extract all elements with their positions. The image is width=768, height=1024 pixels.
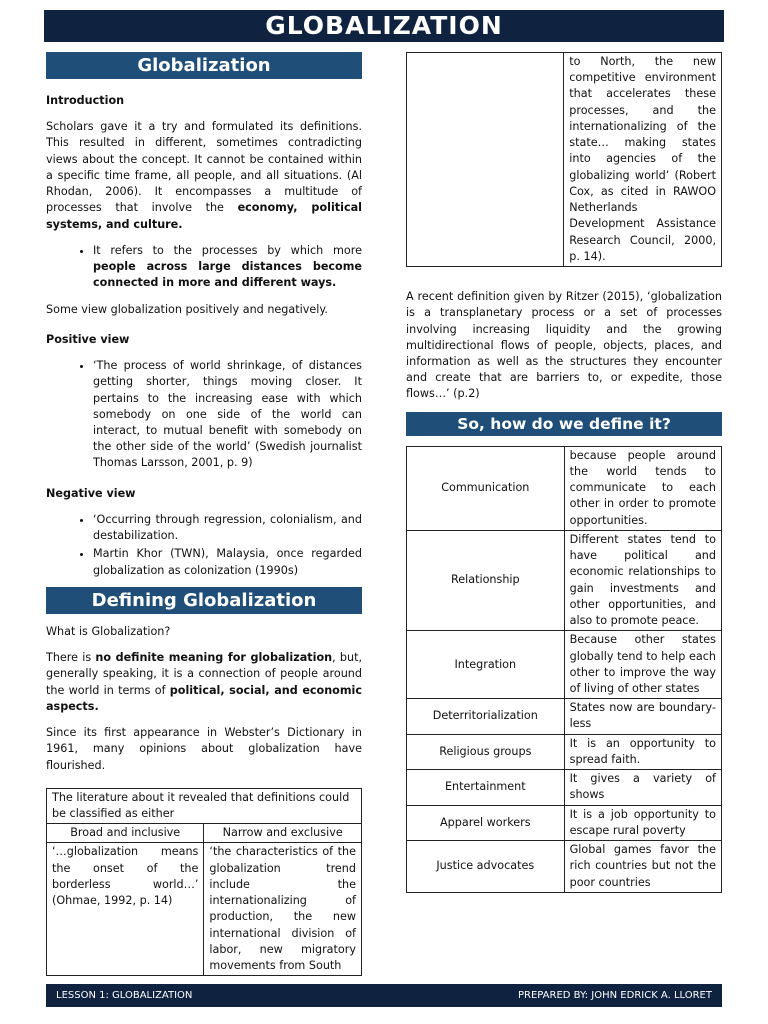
intro-bold-text: economy, political systems, and culture. — [46, 201, 362, 231]
table-row — [407, 530, 722, 630]
footer-author-label: PREPARED BY: JOHN EDRICK A. LLORET — [517, 990, 712, 1001]
table-row — [407, 805, 722, 840]
literature-table — [46, 788, 362, 977]
definition-term: Justice advocates — [407, 841, 565, 893]
views-paragraph: Some view globalization positively and negatively. — [46, 302, 328, 316]
definition-description: because people around the world tends to communicate to each other in order to promote opportunities. — [564, 446, 721, 530]
negative-bullet-list — [46, 512, 362, 579]
definition-description: States now are boundary-less — [564, 699, 721, 734]
definition-table — [406, 446, 722, 893]
definition-term: Deterritorialization — [407, 699, 565, 734]
table-row — [47, 824, 362, 843]
table-row — [407, 734, 722, 769]
table-cell: ‘the characteristics of the globalization trend include the internationalizing of production, the new international division of labor, new migratory movements from South — [204, 843, 362, 976]
list-item: • ‘The process of world shrinkage, of distances getting shorter, things moving closer. It pertains to the increasing ease with which somebody on one side of the world can interact, to mutual benefit with somebody on the other side of the world’ (Swedish journalist Thomas Larsson, 2001, p. 9) — [93, 358, 362, 472]
bullet-text: It refers to the processes by which more — [93, 243, 362, 257]
definition-term: Apparel workers — [407, 805, 565, 840]
intro-text: Scholars gave it a try and formulated its definitions. This resulted in different, sometimes contradicting views about the concept. It cannot be contained within a specific time frame, all people, and all situations. (Al Rhodan, 2006). It encompasses a multitude of processes that involve the — [46, 120, 362, 215]
table-row — [407, 699, 722, 734]
positive-bullet-list — [46, 358, 362, 472]
introduction-heading: Introduction — [46, 94, 125, 107]
intro-bullet-list — [46, 243, 362, 292]
definition-description: It is an opportunity to spread faith. — [564, 734, 721, 769]
definition-term: Relationship — [407, 530, 565, 630]
section-header-globalization: Globalization — [46, 52, 362, 79]
table-row — [47, 843, 362, 976]
footer-lesson-label: LESSON 1: GLOBALIZATION — [56, 990, 193, 1001]
positive-view-heading: Positive view — [46, 332, 130, 346]
definition-term: Integration — [407, 631, 565, 699]
since-paragraph: Since its first appearance in Webster’s Dictionary in 1961, many opinions about globalization have flourished. — [46, 726, 362, 772]
list-item — [93, 243, 362, 292]
negative-view-heading: Negative view — [46, 486, 136, 500]
literature-table-continued — [406, 52, 722, 267]
definition-term: Religious groups — [407, 734, 565, 769]
table-header-cell: The literature about it revealed that definitions could be classified as either — [47, 788, 362, 823]
ritzer-paragraph: A recent definition given by Ritzer (2015), ‘globalization is a transplanetary process or a set of processes involving increasing liquidity and the growing multidirectional flows of people, objects, places, and information as well as the structures they encounter and create that are barriers to, or expedite, those flows…’ (p.2) — [406, 290, 722, 401]
introduction-paragraph — [46, 119, 362, 233]
list-item: • ‘Occurring through regression, colonialism, and destabilization. — [93, 512, 362, 544]
section-header-define-it: So, how do we define it? — [406, 412, 722, 436]
definition-table-body — [407, 446, 722, 892]
column-header-narrow: Narrow and exclusive — [204, 824, 362, 843]
bullet-bold-text: people across large distances become connected in more and different ways. — [93, 260, 362, 290]
definition-description: It is a job opportunity to escape rural poverty — [564, 805, 721, 840]
def-text: , but, generally speaking, it is a connection of people around the world in terms of — [46, 651, 363, 697]
definition-description: Because other states globally tend to help each other to improve the way of living of other states — [564, 631, 721, 699]
table-row — [407, 631, 722, 699]
table-row — [407, 841, 722, 893]
table-row — [407, 53, 722, 267]
definition-description: Different states tend to have political and economic relationships to gain investments and other opportunities, and also to promote peace. — [564, 530, 721, 630]
table-row — [407, 446, 722, 530]
section-header-defining-globalization: Defining Globalization — [46, 587, 362, 614]
right-column — [406, 52, 722, 893]
table-cell: to North, the new competitive environment that accelerates these processes, and the internationalizing of the state… making states into agencies of the globalizing world’ (Robert Cox, as cited in RAWOO Netherlands Development Assistance Research Council, 2000, p. 14). — [564, 53, 722, 267]
table-cell: ‘…globalization means the onset of the borderless world…’ (Ohmae, 1992, p. 14) — [47, 843, 204, 976]
definition-term: Entertainment — [407, 770, 565, 805]
definition-description: It gives a variety of shows — [564, 770, 721, 805]
table-cell-empty — [407, 53, 564, 267]
table-row — [47, 788, 362, 823]
def-bold-text: political, social, and economic aspects. — [46, 683, 362, 713]
table-row — [407, 770, 722, 805]
list-item: • Martin Khor (TWN), Malaysia, once regarded globalization as colonization (1990s) — [93, 546, 362, 578]
page-banner: GLOBALIZATION — [44, 10, 724, 42]
definition-term: Communication — [407, 446, 565, 530]
page-footer — [46, 984, 722, 1007]
def-bold-text: no definite meaning for globalization — [95, 651, 333, 665]
def-text: There is — [46, 651, 96, 665]
what-is-question: What is Globalization? — [46, 624, 171, 638]
column-header-broad: Broad and inclusive — [47, 824, 204, 843]
left-column — [46, 52, 362, 976]
definition-paragraph — [46, 650, 362, 715]
definition-description: Global games favor the rich countries but not the poor countries — [564, 841, 721, 893]
